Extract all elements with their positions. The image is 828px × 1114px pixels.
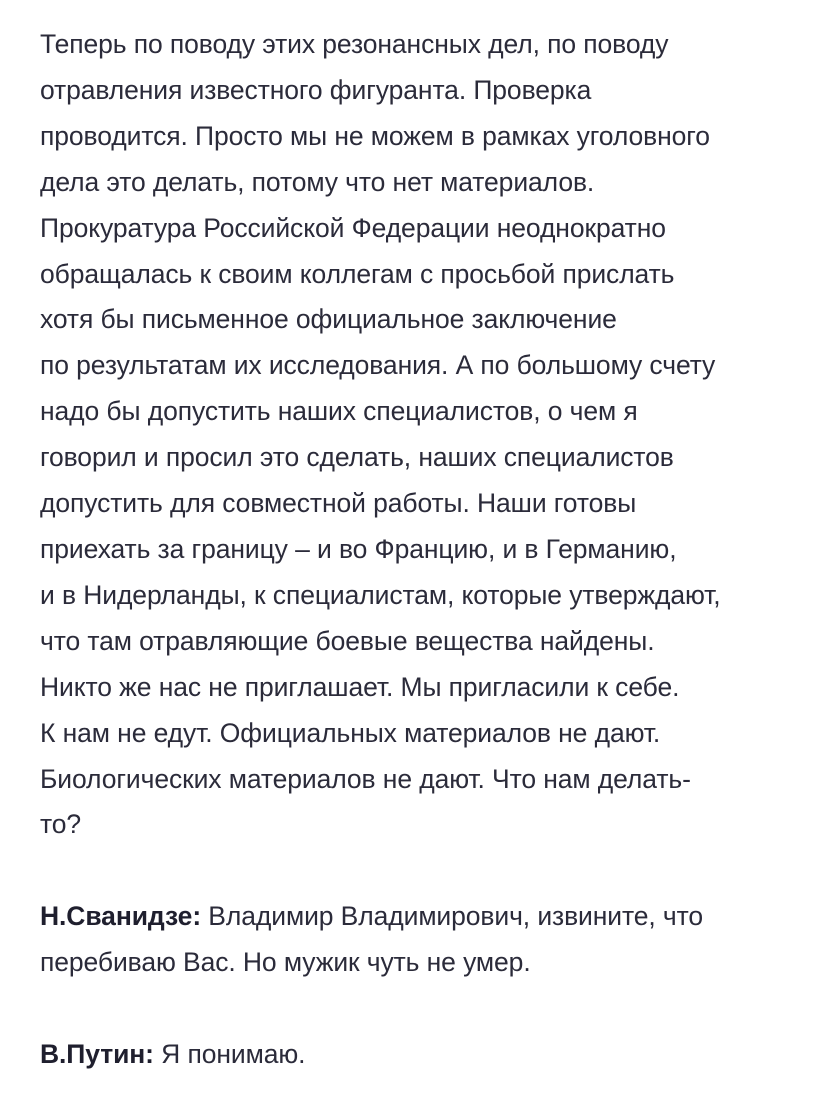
text-line: Прокуратура Российской Федерации неоднократно bbox=[40, 212, 666, 243]
text-line: Никто же нас не приглашает. Мы пригласили к себе. bbox=[40, 671, 680, 702]
text-line: допустить для совместной работы. Наши готовы bbox=[40, 488, 637, 519]
paragraph-svanidze bbox=[40, 894, 800, 986]
text-line: что там отравляющие боевые вещества найдены. bbox=[40, 625, 655, 656]
text-line: и в Нидерланды, к специалистам, которые утверждают, bbox=[40, 579, 721, 610]
text-line: приехать за границу – и во Францию, и в Германию, bbox=[40, 533, 677, 564]
text-line: проводится. Просто мы не можем в рамках уголовного bbox=[40, 120, 710, 151]
text-line: Теперь по поводу этих резонансных дел, по поводу bbox=[40, 29, 669, 59]
speech-text: Владимир Владимирович, извините, что bbox=[201, 901, 703, 932]
speech-text: Я понимаю. bbox=[153, 1038, 306, 1069]
text-line bbox=[40, 1032, 800, 1078]
text-line: отравления известного фигуранта. Проверка bbox=[40, 74, 592, 105]
text-line: обращалась к своим коллегам с просьбой прислать bbox=[40, 258, 675, 289]
text-line: дела это делать, потому что нет материалов. bbox=[40, 166, 595, 197]
text-line bbox=[40, 894, 800, 940]
text-line: надо бы допустить наших специалистов, о чем я bbox=[40, 396, 638, 427]
text-line: К нам не едут. Официальных материалов не дают. bbox=[40, 717, 661, 748]
paragraph-putin-reply bbox=[40, 1032, 800, 1078]
text-line: то? bbox=[40, 809, 82, 840]
speaker-name: В.Путин: bbox=[40, 1038, 154, 1069]
text-line: говорил и просил это сделать, наших специалистов bbox=[40, 442, 674, 473]
speaker-name: Н.Сванидзе: bbox=[40, 901, 202, 932]
text-line: по результатам их исследования. А по большому счету bbox=[40, 350, 716, 381]
text-line: Биологических материалов не дают. Что нам делать- bbox=[40, 763, 691, 794]
text-line: перебиваю Вас. Но мужик чуть не умер. bbox=[40, 947, 531, 978]
text-line: хотя бы письменное официальное заключение bbox=[40, 304, 617, 335]
paragraph-putin-statement bbox=[40, 22, 800, 848]
transcript-text bbox=[40, 22, 800, 1078]
